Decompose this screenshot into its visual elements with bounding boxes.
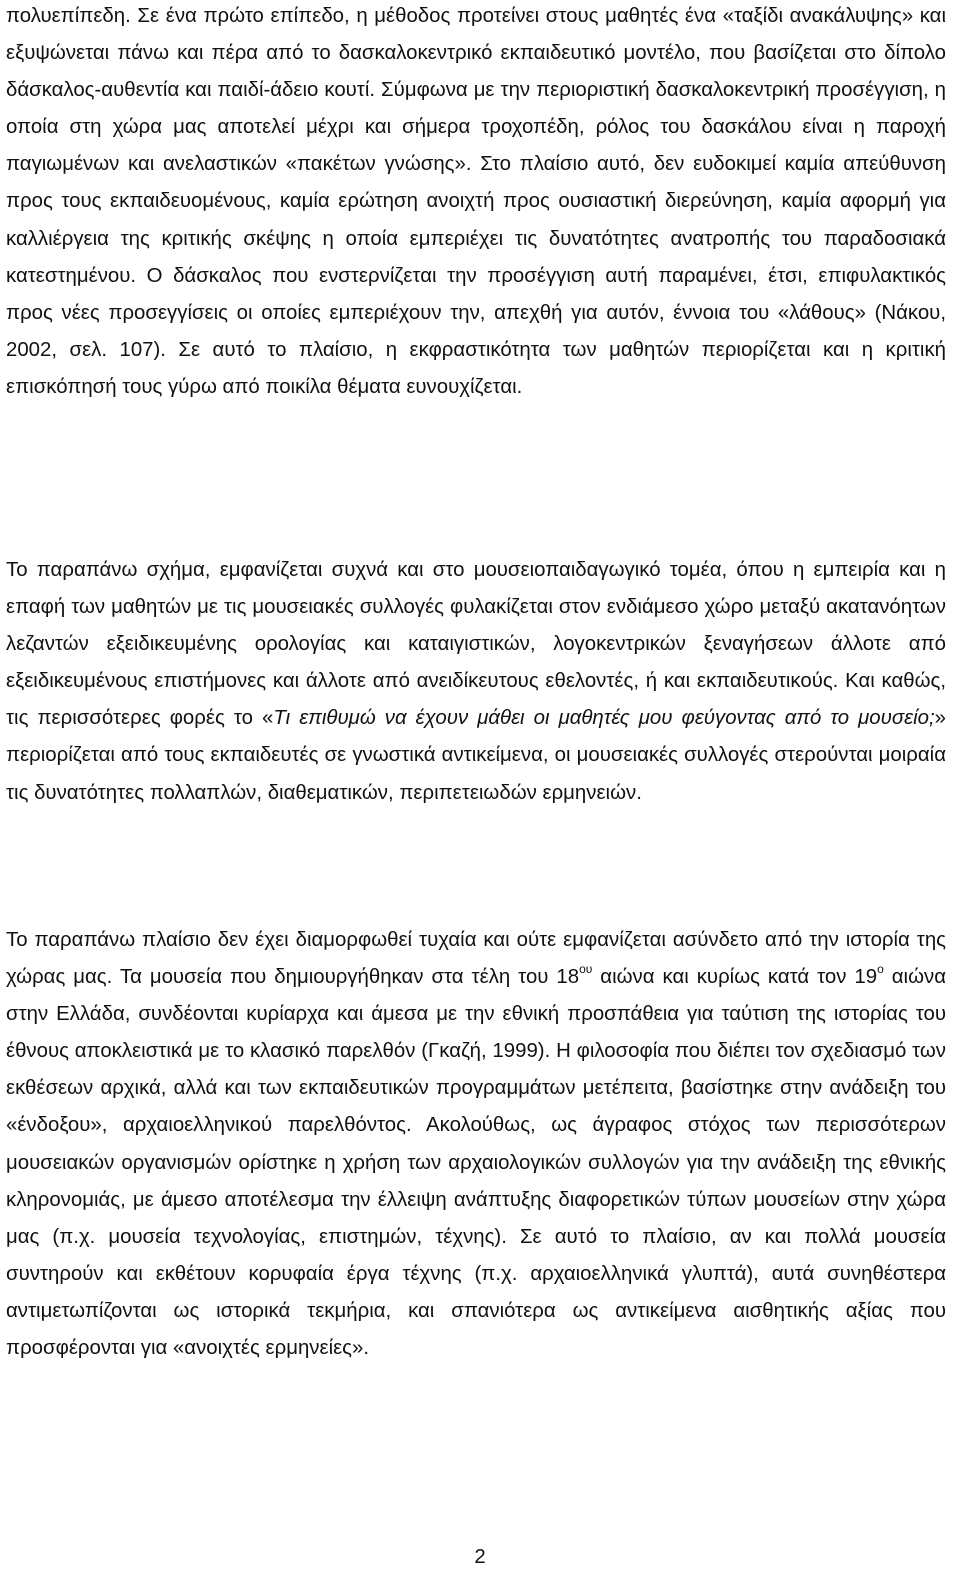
superscript-ordinal-18: ου	[579, 962, 593, 977]
page-number: 2	[474, 1546, 486, 1568]
paragraph-2-text-end: » περιορίζεται από τους εκπαιδευτές σε γνωστικά αντικείμενα, οι μουσειακές συλλογές στερούνται μοιραία τις δυνατότητες πολλαπλών, διαθεματικών, περιπετειωδών ερμηνειών.	[6, 707, 946, 804]
paragraph-3-text-part-3: αιώνα στην Ελλάδα, συνδέονται κυρίαρχα και άμεσα με την εθνική προσπάθεια για ταύτιση της ιστορίας του έθνους αποκλειστικά με το κλασικό παρελθόν (Γκαζή, 1999). Η φιλοσοφία που διέπει τον σχεδιασμό των εκθέσεων αρχικά, αλλά και των εκπαιδευτικών προγραμμάτων μετέπειτα, βασίστηκε στην ανάδειξη του «ένδοξου», αρχαιοελληνικού παρελθόντος. Ακολούθως, ως άγραφος στόχος των περισσότερων μουσειακών οργανισμών ορίστηκε η χρήση των αρχαιολογικών συλλογών για την ανάδειξη της εθνικής κληρονομιάς, με άμεσο αποτέλεσμα την έλλειψη ανάπτυξης διαφορετικών τύπων μουσείων στην χώρα μας (π.χ. μουσεία τεχνολογίας, επιστημών, τέχνης). Σε αυτό το πλαίσιο, αν και πολλά μουσεία συντηρούν και εκθέτουν κορυφαία έργα τέχνης (π.χ. αρχαιοελληνικά γλυπτά), αυτά συνηθέστερα αντιμετωπίζονται ως ιστορικά τεκμήρια, και σπανιότερα ως αντικείμενα αισθητικής αξίας που προσφέρονται για «ανοιχτές ερμηνείες».	[6, 966, 946, 1360]
paragraph-3-text-part-2: αιώνα και κυρίως κατά τον 19	[592, 966, 878, 989]
superscript-ordinal-19: ο	[877, 962, 884, 977]
paragraph-1: πολυεπίπεδη. Σε ένα πρώτο επίπεδο, η μέθοδος προτείνει στους μαθητές ένα «ταξίδι ανακάλυψης» και εξυψώνεται πάνω και πέρα από το δασκαλοκεντρικό εκπαιδευτικό μοντέλο, που βασίζεται στο δίπολο δάσκαλος-αυθεντία και παιδί-άδειο κουτί. Σύμφωνα με την περιοριστική δασκαλοκεντρική προσέγγιση, η οποία στη χώρα μας αποτελεί μέχρι και σήμερα τροχοπέδη, ρόλος του δασκάλου είναι η παροχή παγιωμένων και ανελαστικών «πακέτων γνώσης». Στο πλαίσιο αυτό, δεν ευδοκιμεί καμία απεύθυνση προς τους εκπαιδευομένους, καμία ερώτηση ανοιχτή προς ουσιαστική διερεύνηση, καμία αφορμή για καλλιέργεια της κριτικής σκέψης η οποία εμπεριέχει τις δυνατότητες ανατροπής του παραδοσιακά κατεστημένου. Ο δάσκαλος που ενστερνίζεται την προσέγγιση αυτή παραμένει, έτσι, επιφυλακτικός προς νέες προσεγγίσεις οι οποίες εμπεριέχουν την, απεχθή για αυτόν, έννοια του «λάθους» (Νάκου, 2002, σελ. 107). Σε αυτό το πλαίσιο, η εκφραστικότητα των μαθητών περιορίζεται και η κριτική επισκόπησή τους γύρω από ποικίλα θέματα ευνουχίζεται.	[6, 5, 946, 398]
paragraph-3-text-part-1: Το παραπάνω πλαίσιο δεν έχει διαμορφωθεί τυχαία και ούτε εμφανίζεται ασύνδετο από την ιστορία της χώρας μας. Τα μουσεία που δημιουργήθηκαν στα τέλη του 18	[6, 929, 946, 989]
paragraph-3	[6, 922, 946, 1367]
paragraph-2-text-start: Το παραπάνω σχήμα, εμφανίζεται συχνά και στο μουσειοπαιδαγωγικό τομέα, όπου η εμπειρία και η επαφή των μαθητών με τις μουσειακές συλλογές φυλακίζεται στον ενδιάμεσο χώρο μεταξύ ακατανόητων λεζαντών εξειδικευμένης ορολογίας και καταιγιστικών, λογοκεντρικών ξεναγήσεων άλλοτε από εξειδικευμένους επιστήμονες και άλλοτε από ανειδίκευτους εθελοντές, ή και εκπαιδευτικούς. Και καθώς, τις περισσότερες φορές το «	[6, 559, 946, 730]
paragraph-2	[6, 552, 946, 812]
paragraph-2-italic-quote: Τι επιθυμώ να έχουν μάθει οι μαθητές μου φεύγοντας από το μουσείο;	[273, 707, 935, 730]
